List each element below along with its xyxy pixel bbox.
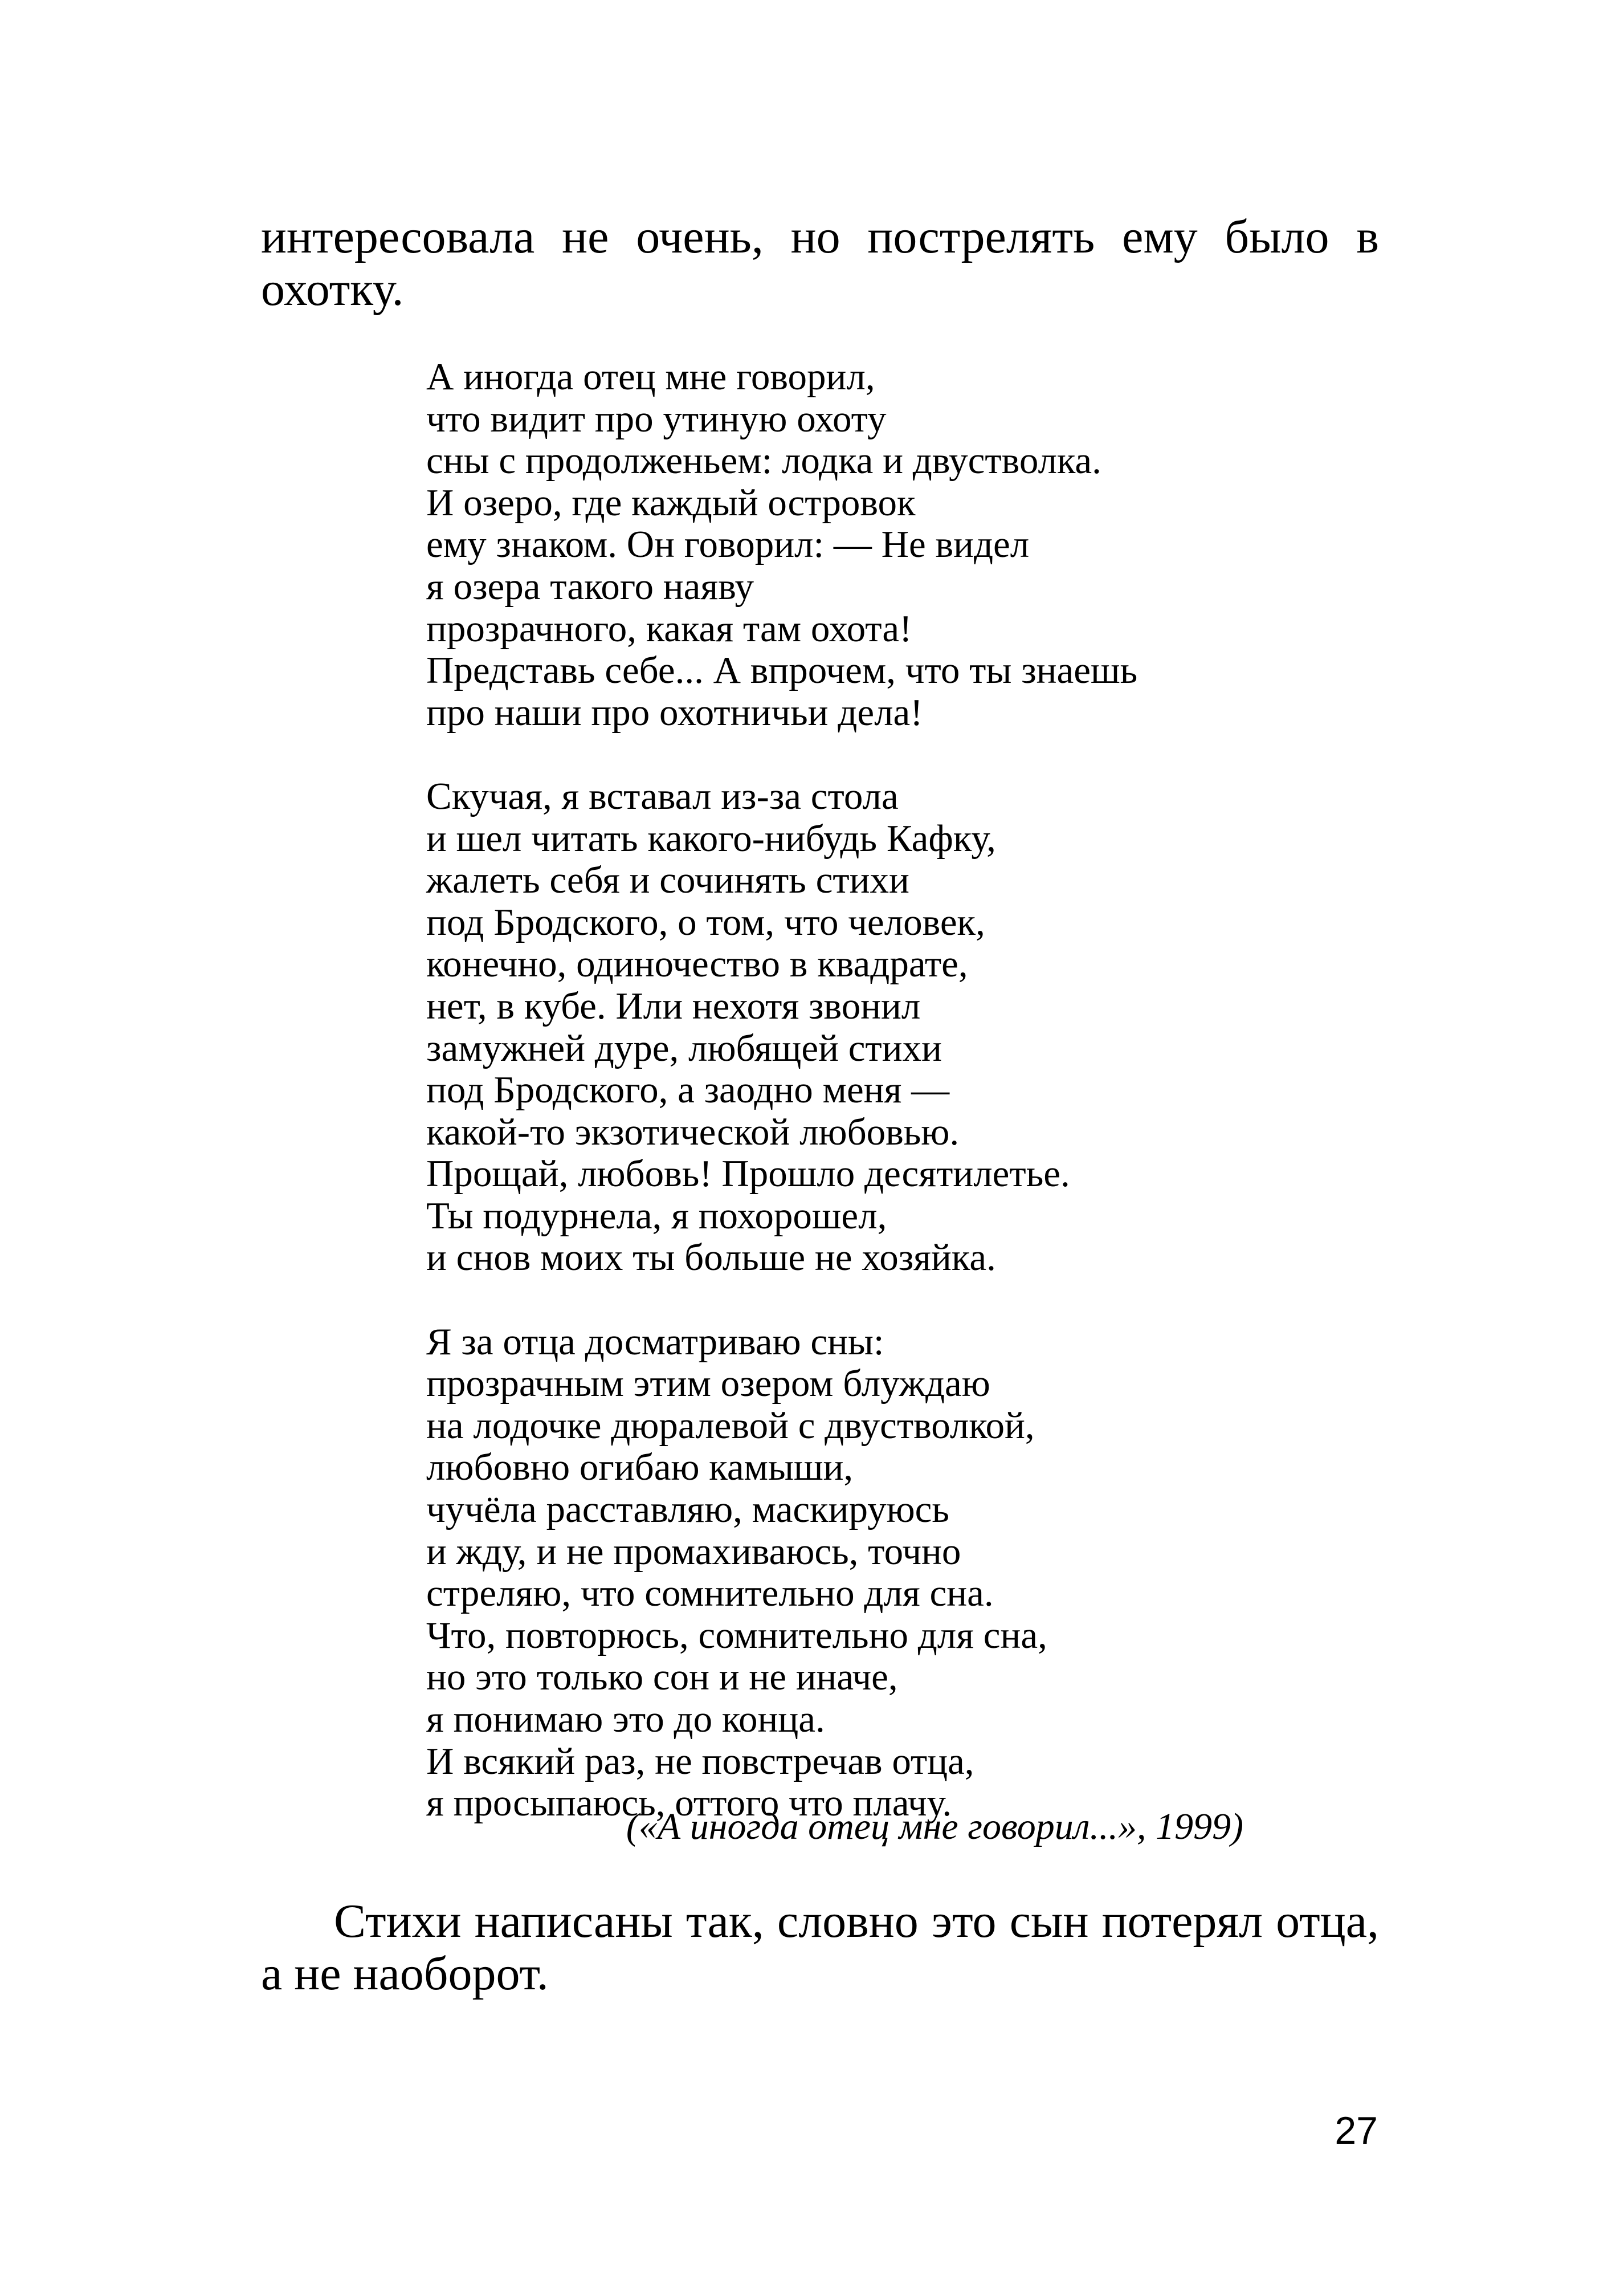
poem-citation: («А иногда отец мне говорил...», 1999) bbox=[626, 1806, 1243, 1847]
poem-line: я понимаю это до конца. bbox=[426, 1698, 825, 1740]
poem-line: сны с продолженьем: лодка и двустволка. bbox=[426, 439, 1101, 482]
poem-line: ему знаком. Он говорил: — Не видел bbox=[426, 523, 1030, 566]
closing-paragraph: Стихи написаны так, словно это сын потерял отца, а не наоборот. bbox=[261, 1895, 1379, 2000]
poem-line: замужней дуре, любящей стихи bbox=[426, 1027, 942, 1069]
poem-line: Ты подурнела, я похорошел, bbox=[426, 1194, 887, 1237]
poem-line: я озера такого наяву bbox=[426, 565, 754, 608]
poem-line: чучёла расставляю, маскируюсь bbox=[426, 1488, 949, 1531]
poem-line: И всякий раз, не повстречав отца, bbox=[426, 1740, 974, 1782]
poem-line: Представь себе... А впрочем, что ты знаешь bbox=[426, 649, 1138, 692]
poem-line: под Бродского, о том, что человек, bbox=[426, 901, 985, 943]
intro-paragraph: интересовала не очень, но пострелять ему было в охотку. bbox=[261, 210, 1379, 316]
poem-line: какой-то экзотической любовью. bbox=[426, 1110, 960, 1153]
poem-line: и жду, и не промахиваюсь, точно bbox=[426, 1530, 961, 1573]
poem-stanza bbox=[426, 356, 1395, 734]
poem-line: на лодочке дюралевой с двустволкой, bbox=[426, 1404, 1035, 1447]
poem-line: любовно огибаю камыши, bbox=[426, 1446, 854, 1489]
poem-stanza bbox=[426, 1321, 1395, 1825]
poem-line: и шел читать какого-нибудь Кафку, bbox=[426, 817, 996, 860]
poem-line: но это только сон и не иначе, bbox=[426, 1656, 898, 1699]
poem-line: стреляю, что сомнительно для сна. bbox=[426, 1572, 994, 1615]
poem-line: жалеть себя и сочинять стихи bbox=[426, 859, 909, 902]
poem-line: конечно, одиночество в квадрате, bbox=[426, 943, 968, 986]
poem-line: прозрачного, какая там охота! bbox=[426, 607, 912, 650]
poem-line: прозрачным этим озером блуждаю bbox=[426, 1362, 990, 1405]
poem bbox=[426, 356, 1395, 1825]
poem-line: Прощай, любовь! Прошло десятилетье. bbox=[426, 1153, 1070, 1195]
poem-line: про наши про охотничьи дела! bbox=[426, 691, 923, 734]
poem-line: и снов моих ты больше не хозяйка. bbox=[426, 1236, 996, 1279]
poem-line: И озеро, где каждый островок bbox=[426, 481, 916, 524]
poem-line: под Бродского, а заодно меня — bbox=[426, 1069, 950, 1112]
poem-line: Я за отца досматриваю сны: bbox=[426, 1320, 884, 1363]
poem-line: нет, в кубе. Или нехотя звонил bbox=[426, 984, 921, 1027]
poem-line: что видит про утиную охоту bbox=[426, 397, 887, 440]
poem-line: я просыпаюсь, оттого что плачу. bbox=[426, 1782, 952, 1825]
poem-line: Что, повторюсь, сомнительно для сна, bbox=[426, 1614, 1047, 1656]
page-number: 27 bbox=[1335, 2109, 1378, 2152]
poem-line: Скучая, я вставал из-за стола bbox=[426, 775, 899, 817]
poem-stanza bbox=[426, 776, 1395, 1279]
poem-line: А иногда отец мне говорил, bbox=[426, 356, 875, 398]
